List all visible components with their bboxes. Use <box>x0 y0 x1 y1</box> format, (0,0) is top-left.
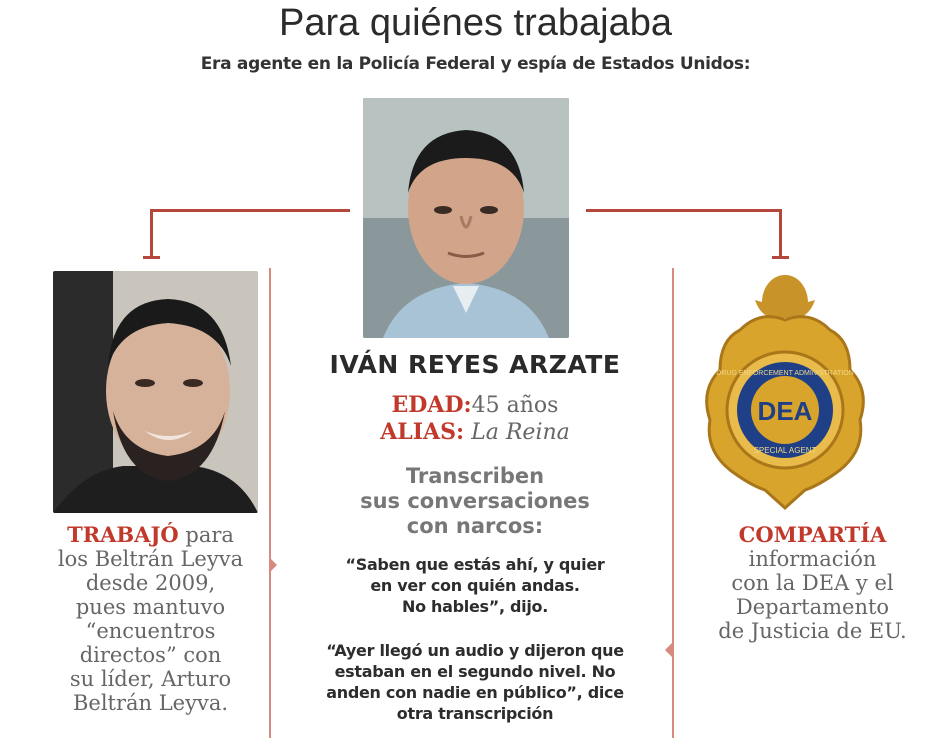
left-description <box>38 523 263 715</box>
left-line: Beltrán Leyva. <box>72 691 229 715</box>
alias-row <box>300 419 650 445</box>
left-first-line <box>38 523 263 547</box>
center-portrait-photo <box>363 98 569 338</box>
quote-line: No hables”, dijo. <box>401 597 548 616</box>
divider-left <box>269 268 271 738</box>
right-line: de Justicia de EU. <box>718 619 907 643</box>
connector-left-horizontal <box>150 209 350 212</box>
quote-line: otra transcripción <box>396 704 554 723</box>
divider-right <box>672 268 674 738</box>
right-line: Departamento <box>735 595 890 619</box>
divider-right-arrow <box>665 643 672 657</box>
heading-line: Transcriben <box>405 464 545 488</box>
age-label: EDAD: <box>391 392 472 418</box>
quote-line: “Saben que estás ahí, y quier <box>345 555 605 574</box>
left-line: directos” con <box>79 643 222 667</box>
badge-ring-bottom: SPECIAL AGENT <box>753 446 817 455</box>
dea-badge <box>700 270 870 510</box>
center-portrait-illustration <box>363 98 569 338</box>
left-line: pues mantuvo <box>75 595 226 619</box>
dea-badge-icon <box>700 270 870 510</box>
transcripts-heading <box>310 464 640 539</box>
right-heading: COMPARTÍA <box>738 522 887 547</box>
left-first-line-rest: para <box>178 523 234 547</box>
left-line: los Beltrán Leyva <box>57 547 244 571</box>
quote-line: en ver con quién andas. <box>370 576 580 595</box>
left-line: desde 2009, <box>85 571 216 595</box>
age-value: 45 años <box>471 393 559 418</box>
quote-2 <box>300 640 650 724</box>
left-portrait-illustration <box>53 271 258 513</box>
left-portrait-photo <box>53 271 258 513</box>
left-heading: TRABAJÓ <box>67 522 179 547</box>
divider-left-arrow <box>270 558 277 572</box>
heading-line: con narcos: <box>406 514 544 538</box>
quote-1 <box>300 554 650 617</box>
subtitle: Era agente en la Policía Federal y espía de Estados Unidos: <box>200 54 751 74</box>
badge-ring-top: DRUG ENFORCEMENT ADMINISTRATION <box>716 370 854 377</box>
person-name: IVÁN REYES ARZATE <box>329 350 621 379</box>
badge-text: DEA <box>757 396 813 426</box>
connector-right-tick <box>772 256 789 259</box>
right-line: información <box>748 547 877 571</box>
alias-label: ALIAS: <box>380 419 465 445</box>
connector-left-vertical <box>150 209 153 259</box>
right-description <box>680 523 945 643</box>
quote-line: anden con nadie en público”, dice <box>326 683 624 702</box>
connector-right-vertical <box>779 209 782 259</box>
quote-line: “Ayer llegó un audio y dijeron que <box>326 641 624 660</box>
connector-right-horizontal <box>586 209 782 212</box>
alias-value: La Reina <box>471 420 570 445</box>
left-line: “encuentros <box>85 619 216 643</box>
age-row <box>300 392 650 418</box>
left-line: su líder, Arturo <box>69 667 232 691</box>
right-line: con la DEA y el <box>731 571 894 595</box>
heading-line: sus conversaciones <box>360 489 590 513</box>
connector-left-tick <box>143 256 160 259</box>
page-title: Para quiénes trabajaba <box>279 2 672 44</box>
quote-line: estaban en el segundo nivel. No <box>334 662 616 681</box>
